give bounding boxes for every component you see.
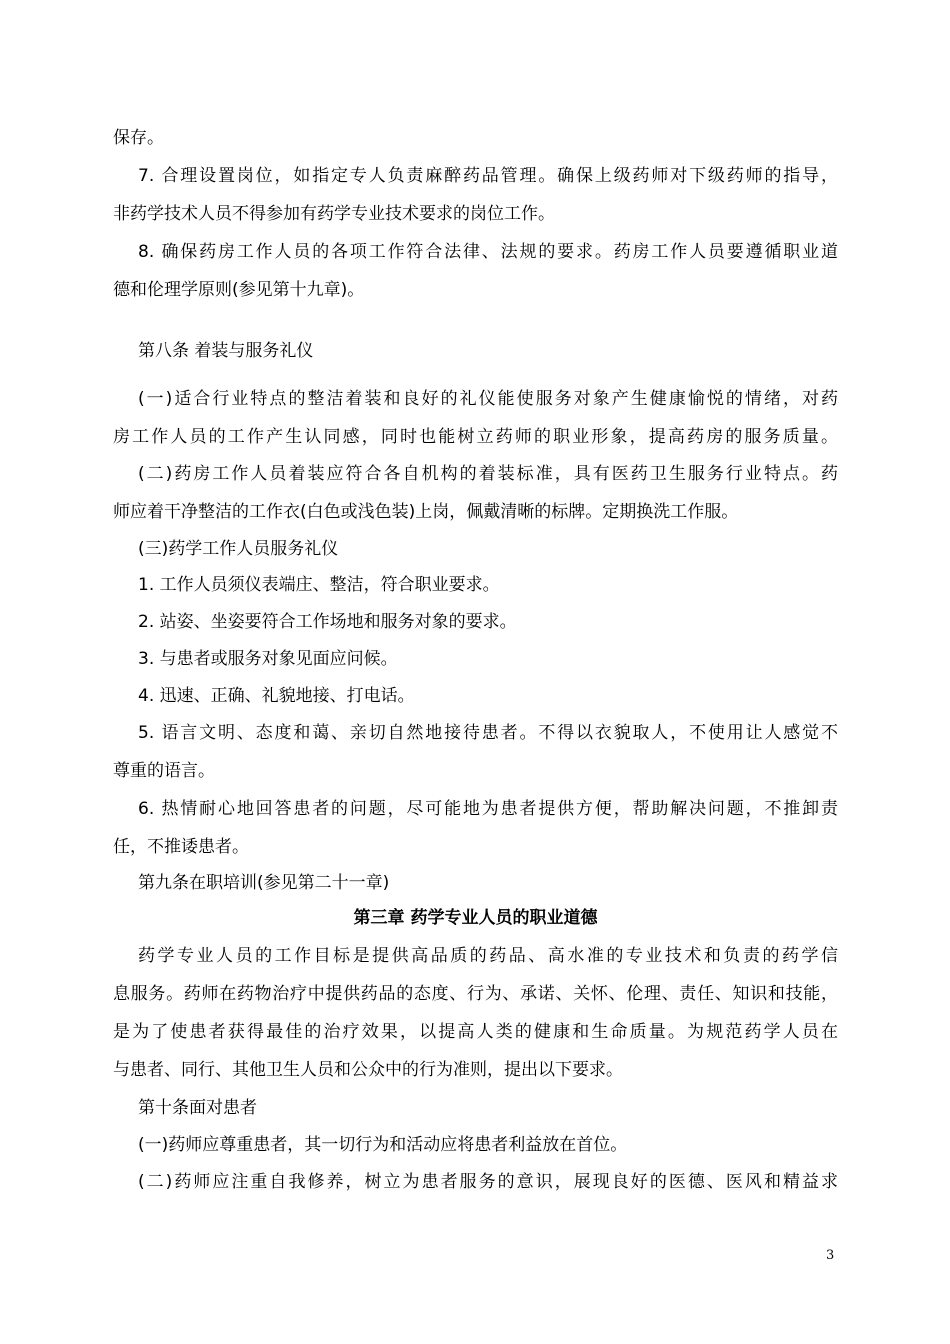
text-line: 师应着干净整洁的工作衣(白色或浅色装)上岗，佩戴清晰的标牌。定期换洗工作服。 (113, 502, 739, 522)
text-line: 德和伦理学原则(参见第十九章)。 (113, 280, 365, 300)
section-heading: 第十条面对患者 (138, 1098, 257, 1118)
text-line: (一)药师应尊重患者，其一切行为和活动应将患者利益放在首位。 (138, 1135, 628, 1155)
text-line: 任，不推诿患者。 (113, 837, 249, 857)
text-line: 房工作人员的工作产生认同感，同时也能树立药师的职业形象，提高药房的服务质量。 (113, 427, 838, 447)
text-line: 是为了使患者获得最佳的治疗效果，以提高人类的健康和生命质量。为规范药学人员在 (113, 1022, 838, 1042)
text-line: 与患者、同行、其他卫生人员和公众中的行为准则，提出以下要求。 (113, 1060, 623, 1080)
text-line: (三)药学工作人员服务礼仪 (138, 539, 339, 559)
text-line: 保存。 (113, 128, 164, 148)
section-heading: 第八条 着装与服务礼仪 (138, 341, 314, 361)
text-line: (一)适合行业特点的整洁着装和良好的礼仪能使服务对象产生健康愉悦的情绪，对药 (138, 389, 838, 409)
chapter-title: 第三章 药学专业人员的职业道德 (353, 908, 598, 928)
text-line: 非药学技术人员不得参加有药学专业技术要求的岗位工作。 (113, 204, 555, 224)
text-line: (二)药师应注重自我修养，树立为患者服务的意识，展现良好的医德、医风和精益求 (138, 1172, 838, 1192)
text-line: 药学专业人员的工作目标是提供高品质的药品、高水准的专业技术和负责的药学信 (138, 946, 838, 966)
text-line: 息服务。药师在药物治疗中提供药品的态度、行为、承诺、关怀、伦理、责任、知识和技能， (113, 984, 838, 1004)
list-item: 2. 站姿、坐姿要符合工作场地和服务对象的要求。 (138, 612, 517, 632)
list-item: 4. 迅速、正确、礼貌地接、打电话。 (138, 686, 415, 706)
page-number: 3 (826, 1248, 835, 1263)
list-item: 3. 与患者或服务对象见面应问候。 (138, 649, 398, 669)
list-item: 5. 语言文明、态度和蔼、亲切自然地接待患者。不得以衣貌取人，不使用让人感觉不 (138, 723, 838, 743)
section-heading: 第九条在职培训(参见第二十一章) (138, 873, 390, 893)
text-line: (二)药房工作人员着装应符合各自机构的着装标准，具有医药卫生服务行业特点。药 (138, 464, 838, 484)
list-item: 1. 工作人员须仪表端庄、整洁，符合职业要求。 (138, 575, 500, 595)
list-item: 6. 热情耐心地回答患者的问题，尽可能地为患者提供方便，帮助解决问题，不推卸责 (138, 799, 838, 819)
text-line: 尊重的语言。 (113, 761, 215, 781)
text-line: 7. 合理设置岗位，如指定专人负责麻醉药品管理。确保上级药师对下级药师的指导， (138, 166, 838, 186)
text-line: 8. 确保药房工作人员的各项工作符合法律、法规的要求。药房工作人员要遵循职业道 (138, 242, 838, 262)
